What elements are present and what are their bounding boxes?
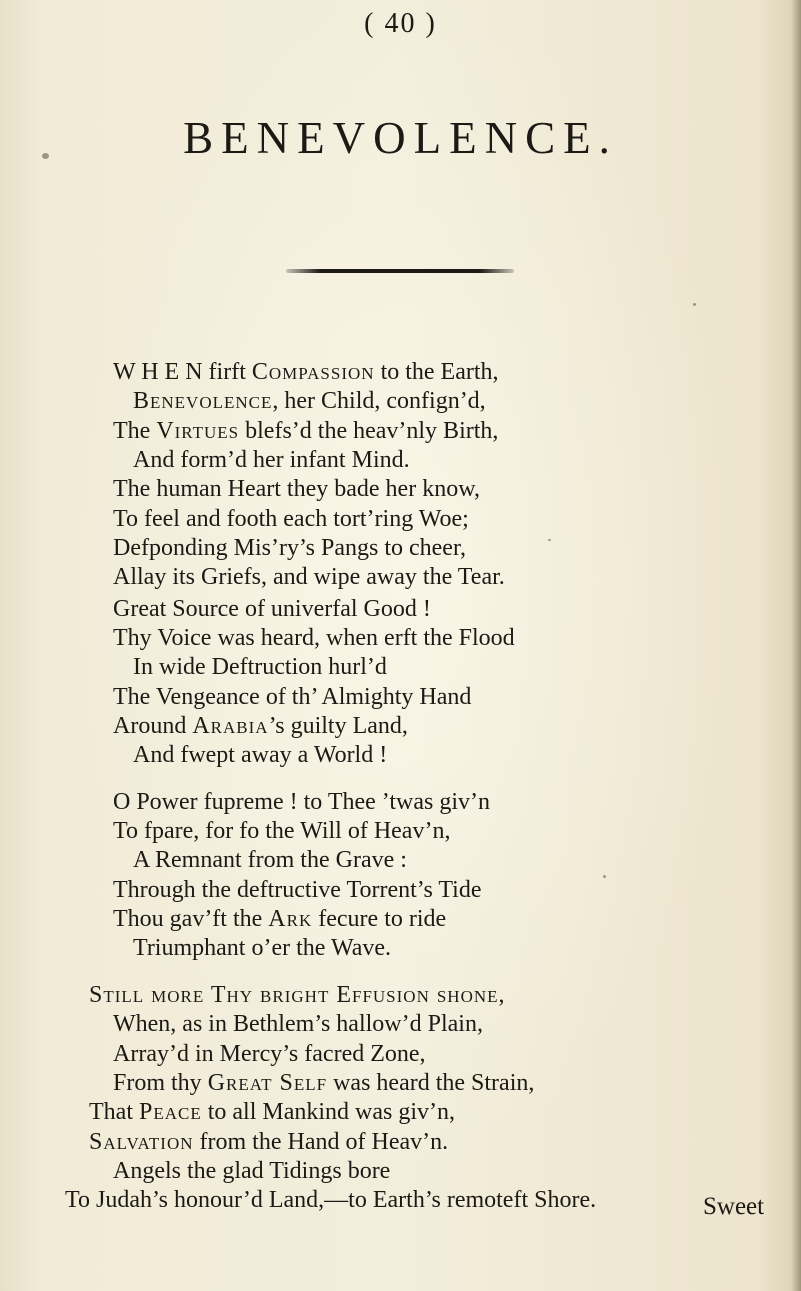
poem-line-text: fecure to ride	[312, 905, 447, 932]
poem-line-text: Still more Thy bright Effusion shone	[89, 982, 499, 1008]
poem-line	[133, 445, 410, 475]
poem-line-text: O Power fupreme ! to Thee ’twas giv’n	[113, 789, 491, 815]
poem-line-text: W H E N	[113, 359, 209, 385]
poem-line-text: And form’d her infant Mind.	[133, 446, 410, 473]
poem-line-text: Around	[113, 712, 193, 739]
poem-line	[89, 1127, 448, 1157]
poem-line	[133, 740, 387, 770]
poem-line-text: In wide Deftruction hurl’d	[133, 654, 387, 681]
poem-line-text: Virtues	[156, 417, 240, 444]
poem-line-text: And fwept away a World !	[133, 742, 388, 768]
poem-line	[113, 623, 515, 653]
poem-line-text: Defponding Mis’ry’s Pangs to cheer,	[113, 534, 466, 561]
poem-line-text: Great Self	[207, 1069, 328, 1096]
poem-line	[89, 980, 505, 1010]
poem-line-text: Thou gav’ft the	[113, 905, 269, 932]
poem-line	[113, 875, 481, 905]
poem-line-text: ,	[498, 982, 505, 1008]
poem-line	[113, 682, 471, 712]
poem-line	[65, 1185, 596, 1215]
poem-line-text: firft	[208, 359, 252, 385]
poem-line-text: to the Earth,	[374, 359, 499, 385]
poem-line-text: To fpare, for fo the Will of Heav’n,	[113, 818, 451, 845]
poem-line	[133, 386, 486, 416]
poem-line	[113, 787, 490, 817]
poem-line	[113, 474, 480, 504]
poem-line	[89, 1097, 455, 1127]
poem-line	[133, 845, 407, 875]
poem-line-text: To Judah’s honour’d Land,—to Earth’s remoteft Shore.	[65, 1187, 597, 1214]
poem-line	[113, 594, 431, 624]
page-title: BENEVOLENCE.	[183, 113, 618, 163]
poem-line-text: The	[113, 417, 157, 444]
poem-line-text: To feel and footh each tort’ring Woe;	[113, 505, 469, 532]
poem-line-text: blefs’d the heav’nly Birth,	[239, 417, 499, 444]
poem-line-text: That	[89, 1099, 139, 1126]
poem-line-text: The Vengeance of th’ Almighty Hand	[113, 683, 472, 710]
poem-line	[113, 533, 466, 563]
poem-line-text: Great Source of univerfal Good !	[113, 596, 431, 622]
poem-line-text: Arabia	[192, 712, 269, 739]
poem-line-text: to all Mankind was giv’n,	[201, 1099, 456, 1126]
poem-line-text: The human Heart they bade her know,	[113, 476, 480, 503]
poem-line-text: Thy Voice was heard, when erft the Flood	[113, 625, 515, 652]
poem-line	[113, 1009, 483, 1039]
poem-line-text: Salvation	[89, 1128, 194, 1155]
poem-line-text: When, as in Bethlem’s hallow’d Plain,	[113, 1011, 483, 1038]
poem-line	[113, 711, 408, 741]
poem-line	[113, 1068, 534, 1098]
page-number: ( 40 )	[364, 8, 437, 39]
poem-line-text: from the Hand of Heav’n.	[193, 1128, 449, 1155]
poem-line	[113, 1039, 426, 1069]
poem-line-text: Ark	[268, 905, 313, 932]
poem-line	[113, 1156, 390, 1186]
poem-line-text: Through the deftructive Torrent’s Tide	[113, 876, 482, 903]
catchword: Sweet	[703, 1193, 765, 1220]
poem-line	[113, 904, 446, 934]
poem-line	[133, 652, 387, 682]
poem-line-text: , her Child, confign’d,	[272, 388, 486, 415]
poem-line-text: Allay its Griefs, and wipe away the Tear.	[113, 564, 505, 591]
poem-line-text: ’s guilty Land,	[268, 712, 408, 739]
poem-line-text: Array’d in Mercy’s facred Zone,	[113, 1040, 426, 1067]
poem-line	[133, 933, 391, 963]
poem-line-text: Benevolence	[133, 388, 273, 415]
poem-line	[113, 504, 469, 534]
poem-line	[113, 357, 499, 387]
poem-line-text: Triumphant o’er the Wave.	[133, 935, 392, 961]
poem-line-text: A Remnant from the Grave :	[133, 847, 407, 874]
poem-line-text: Angels the glad Tidings bore	[113, 1157, 391, 1184]
poem-line	[113, 562, 505, 592]
poem-line-text: From thy	[113, 1069, 208, 1096]
poem-line-text: Peace	[138, 1099, 202, 1126]
poem-line-text: was heard the Strain,	[327, 1069, 535, 1096]
poem-line	[113, 416, 498, 446]
poem-line	[113, 816, 450, 846]
poem-line-text: Compassion	[251, 359, 375, 385]
